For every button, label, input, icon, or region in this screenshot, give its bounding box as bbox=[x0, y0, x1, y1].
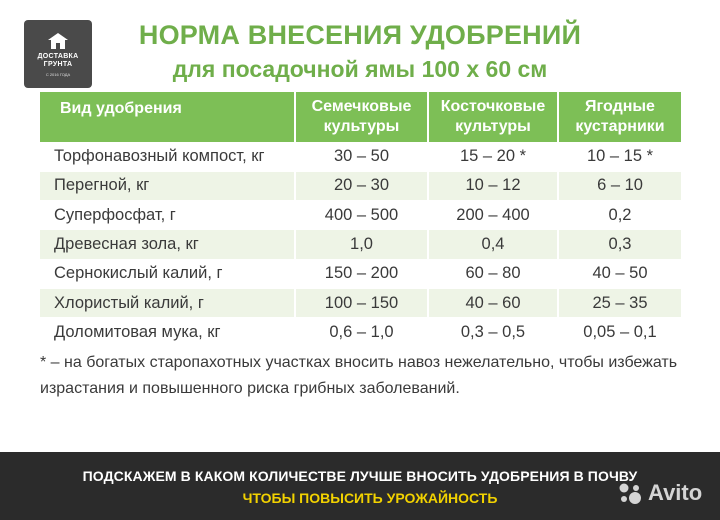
fertilizer-table bbox=[40, 92, 681, 348]
table-cell: 0,05 – 0,1 bbox=[558, 318, 681, 347]
banner-highlight-text: ЧТОБЫ ПОВЫСИТЬ УРОЖАЙНОСТЬ bbox=[242, 490, 498, 506]
table-cell: 0,4 bbox=[428, 230, 558, 259]
fertilizer-name: Древесная зола, кг bbox=[40, 230, 295, 259]
column-header: Вид удобрения bbox=[40, 92, 295, 142]
table-cell: 100 – 150 bbox=[295, 288, 428, 317]
table-row bbox=[40, 142, 681, 171]
page-subtitle: для посадочной ямы 100 х 60 см bbox=[172, 56, 548, 82]
table-row bbox=[40, 318, 681, 347]
table-cell: 10 – 15 * bbox=[558, 142, 681, 171]
table-cell: 150 – 200 bbox=[295, 259, 428, 288]
logo-line2: ГРУНТА bbox=[43, 60, 73, 68]
table-cell: 0,3 bbox=[558, 230, 681, 259]
table-cell: 10 – 12 bbox=[428, 171, 558, 200]
table-cell: 30 – 50 bbox=[295, 142, 428, 171]
table-cell: 15 – 20 * bbox=[428, 142, 558, 171]
logo-sub: С 2016 ГОДА bbox=[45, 71, 71, 77]
table-header-row bbox=[40, 92, 681, 142]
table-cell: 60 – 80 bbox=[428, 259, 558, 288]
fertilizer-name: Перегной, кг bbox=[40, 171, 295, 200]
table-row bbox=[40, 171, 681, 200]
table-cell: 400 – 500 bbox=[295, 201, 428, 230]
column-header: Косточковые культуры bbox=[428, 92, 558, 142]
column-header: Семечковые культуры bbox=[295, 92, 428, 142]
table-cell: 200 – 400 bbox=[428, 201, 558, 230]
fertilizer-name: Суперфосфат, г bbox=[40, 201, 295, 230]
fertilizer-name: Доломитовая мука, кг bbox=[40, 318, 295, 347]
table-row bbox=[40, 259, 681, 288]
fertilizer-name: Торфонавозный компост, кг bbox=[40, 142, 295, 171]
table-cell: 40 – 60 bbox=[428, 288, 558, 317]
table-cell: 20 – 30 bbox=[295, 171, 428, 200]
table-row bbox=[40, 201, 681, 230]
fertilizer-name: Хлористый калий, г bbox=[40, 288, 295, 317]
banner-text: ПОДСКАЖЕМ В КАКОМ КОЛИЧЕСТВЕ ЛУЧШЕ ВНОСИТЬ УДОБРЕНИЯ В ПОЧВУ bbox=[82, 468, 638, 484]
avito-watermark bbox=[616, 476, 702, 510]
table-cell: 0,2 bbox=[558, 201, 681, 230]
footnote: * – на богатых старопахотных участках вносить навоз нежелательно, чтобы избежать израстания и повышенного риска грибных заболеваний. bbox=[40, 354, 678, 397]
avito-dots-icon bbox=[616, 479, 644, 507]
table-row bbox=[40, 288, 681, 317]
page-title: НОРМА ВНЕСЕНИЯ УДОБРЕНИЙ bbox=[138, 20, 582, 50]
house-icon bbox=[47, 32, 69, 50]
table-cell: 0,3 – 0,5 bbox=[428, 318, 558, 347]
table-cell: 1,0 bbox=[295, 230, 428, 259]
fertilizer-name: Сернокислый калий, г bbox=[40, 259, 295, 288]
table-row bbox=[40, 230, 681, 259]
bottom-banner bbox=[0, 452, 720, 520]
table-cell: 0,6 – 1,0 bbox=[295, 318, 428, 347]
table-cell: 25 – 35 bbox=[558, 288, 681, 317]
avito-watermark-text: Avito bbox=[648, 480, 703, 505]
column-header: Ягодные кустарники bbox=[558, 92, 681, 142]
brand-logo bbox=[24, 20, 92, 88]
table-cell: 40 – 50 bbox=[558, 259, 681, 288]
logo-line1: ДОСТАВКА bbox=[37, 52, 79, 60]
table-cell: 6 – 10 bbox=[558, 171, 681, 200]
